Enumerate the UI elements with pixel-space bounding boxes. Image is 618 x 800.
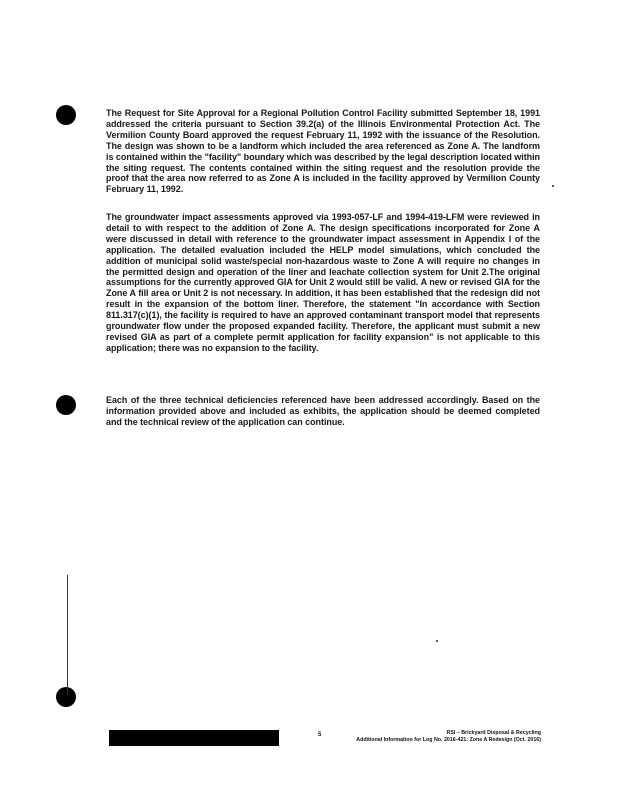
page-number: 5	[318, 732, 322, 738]
punch-hole-bottom	[56, 687, 76, 707]
footer-company: RSI – Brickyard Disposal & Recycling	[446, 730, 541, 736]
scan-margin-line	[67, 575, 68, 695]
redaction-bar	[109, 730, 279, 746]
document-footer	[328, 730, 541, 745]
scan-speck	[552, 185, 554, 187]
paragraph-groundwater-assessment: The groundwater impact assessments approved via 1993-057-LF and 1994-419-LFM were reviewed in detail to with respect to the addition of Zone A. The design specifications incorporated for Zone A were discussed in detail with reference to the groundwater impact assessment in Appendix I of the application. The detailed evaluation included the HELP model simulations, which concluded the addition of municipal solid waste/special non-hazardous waste to Zone A will require no changes in the permitted design and operation of the liner and leachate collection system for Unit 2.The original assumptions for the currently approved GIA for Unit 2 would still be valid. A new or revised GIA for the Zone A fill area or Unit 2 is not necessary. In addition, it has been established that the redesign did not result in the expansion of the bottom liner. Therefore, the statement "In accordance with Section 811.317(c)(1), the facility is required to have an approved contaminant transport model that represents groundwater flow under the proposed expanded facility. Therefore, the applicant must submit a new revised GIA as part of a complete permit application for facility expansion" is not applicable to this application; there was no expansion to the facility.	[106, 212, 540, 353]
punch-hole-top	[56, 105, 76, 125]
paragraph-technical-deficiencies: Each of the three technical deficiencies referenced have been addressed accordingly. Based on the information provided above and included as exhibits, the application should be deemed completed and the technical review of the application can continue.	[106, 395, 540, 427]
punch-hole-middle	[56, 395, 76, 415]
footer-log-reference: Additional Information for Log No. 2016-421: Zone A Redesign (Oct. 2016)	[356, 737, 541, 744]
paragraph-site-approval: The Request for Site Approval for a Regional Pollution Control Facility submitted September 18, 1991 addressed the criteria pursuant to Section 39.2(a) of the Illinois Environmental Protection Act. The Vermilion County Board approved the request February 11, 1992 with the issuance of the Resolution. The design was shown to be a landform which included the area referenced as Zone A. The landform is contained within the "facility" boundary which was described by the legal description located within the siting request. The contents contained within the siting request and the resolution provide the proof that the area now referred to as Zone A is included in the facility approved by Vermilion County February 11, 1992.	[106, 108, 540, 195]
scan-speck	[436, 640, 438, 642]
